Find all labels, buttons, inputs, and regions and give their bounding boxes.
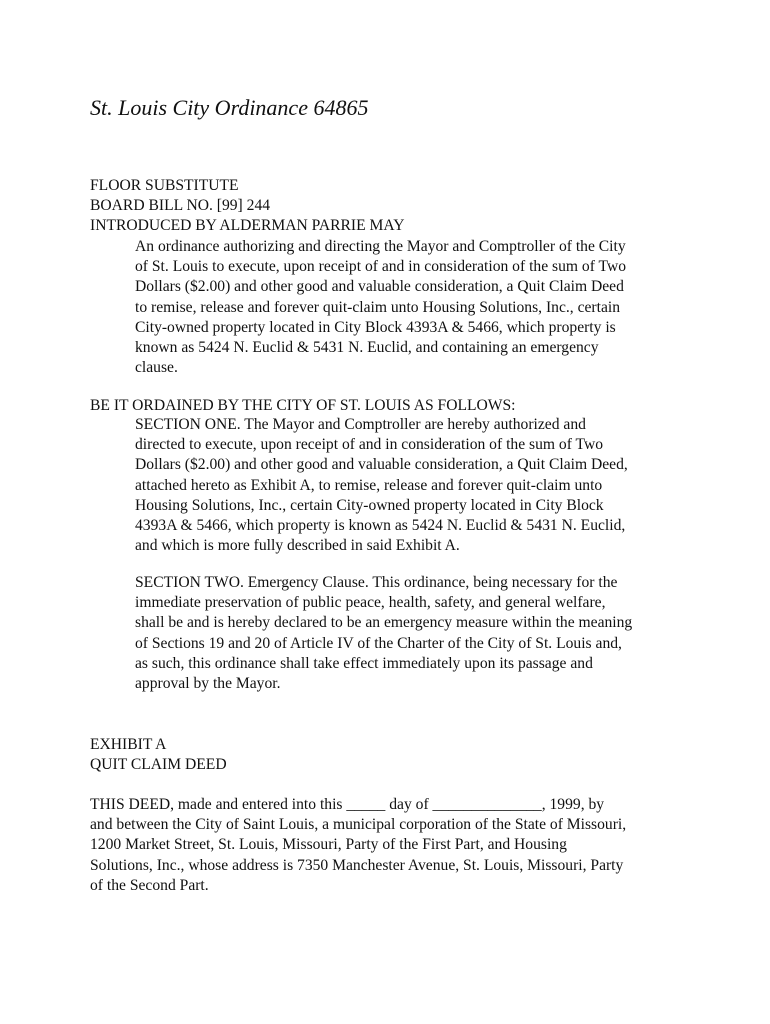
board-bill-number: BOARD BILL NO. [99] 244	[90, 197, 271, 214]
exhibit-heading	[90, 735, 227, 775]
text-line: City-owned property located in City Block 4393A & 5466, which property is	[135, 318, 616, 336]
text-line: of St. Louis to execute, upon receipt of and in consideration of the sum of Two	[135, 258, 627, 276]
text-line: Dollars ($2.00) and other good and valuable consideration, a Quit Claim Deed	[135, 278, 624, 296]
text-line: 1200 Market Street, St. Louis, Missouri, Party of the First Part, and Housing	[90, 836, 567, 854]
exhibit-subtitle: QUIT CLAIM DEED	[90, 756, 227, 773]
exhibit-label: EXHIBIT A	[90, 736, 167, 753]
ordinance-summary	[135, 237, 695, 378]
text-line: 4393A & 5466, which property is known as 5424 N. Euclid & 5431 N. Euclid,	[135, 517, 626, 535]
deed-paragraph	[90, 795, 710, 896]
text-line: as such, this ordinance shall take effect immediately upon its passage and	[135, 654, 593, 672]
text-line: attached hereto as Exhibit A, to remise, release and forever quit-claim unto	[135, 476, 603, 494]
text-line: THIS DEED, made and entered into this _____ day of ______________, 1999, by	[90, 796, 605, 813]
text-line: An ordinance authorizing and directing the Mayor and Comptroller of the City	[135, 238, 626, 255]
text-line: approval by the Mayor.	[135, 675, 281, 693]
text-line: shall be and is hereby declared to be an emergency measure within the meaning	[135, 614, 633, 632]
floor-substitute-line: FLOOR SUBSTITUTE	[90, 177, 239, 194]
text-line: and between the City of Saint Louis, a municipal corporation of the State of Missouri,	[90, 816, 627, 834]
text-line: to remise, release and forever quit-claim unto Housing Solutions, Inc., certain	[135, 298, 620, 316]
text-line: Housing Solutions, Inc., certain City-owned property located in City Block	[135, 496, 604, 514]
section-one	[135, 415, 695, 556]
text-line: clause.	[135, 359, 178, 377]
text-line: SECTION TWO. Emergency Clause. This ordinance, being necessary for the	[135, 574, 618, 591]
section-two	[135, 573, 695, 694]
introduced-by-line: INTRODUCED BY ALDERMAN PARRIE MAY	[90, 217, 405, 234]
text-line: and which is more fully described in said Exhibit A.	[135, 537, 460, 555]
text-line: immediate preservation of public peace, health, safety, and general welfare,	[135, 594, 606, 612]
text-line: known as 5424 N. Euclid & 5431 N. Euclid, and containing an emergency	[135, 339, 599, 357]
text-line: SECTION ONE. The Mayor and Comptroller are hereby authorized and	[135, 416, 586, 433]
bill-header	[90, 176, 405, 236]
text-line: of Sections 19 and 20 of Article IV of the Charter of the City of St. Louis and,	[135, 634, 622, 652]
text-line: Solutions, Inc., whose address is 7350 Manchester Avenue, St. Louis, Missouri, Party	[90, 856, 624, 874]
document-title: St. Louis City Ordinance 64865	[90, 95, 369, 120]
enacting-clause: BE IT ORDAINED BY THE CITY OF ST. LOUIS AS FOLLOWS:	[90, 397, 516, 414]
text-line: directed to execute, upon receipt of and in consideration of the sum of Two	[135, 436, 604, 454]
text-line: Dollars ($2.00) and other good and valuable consideration, a Quit Claim Deed,	[135, 456, 628, 474]
text-line: of the Second Part.	[90, 876, 209, 894]
